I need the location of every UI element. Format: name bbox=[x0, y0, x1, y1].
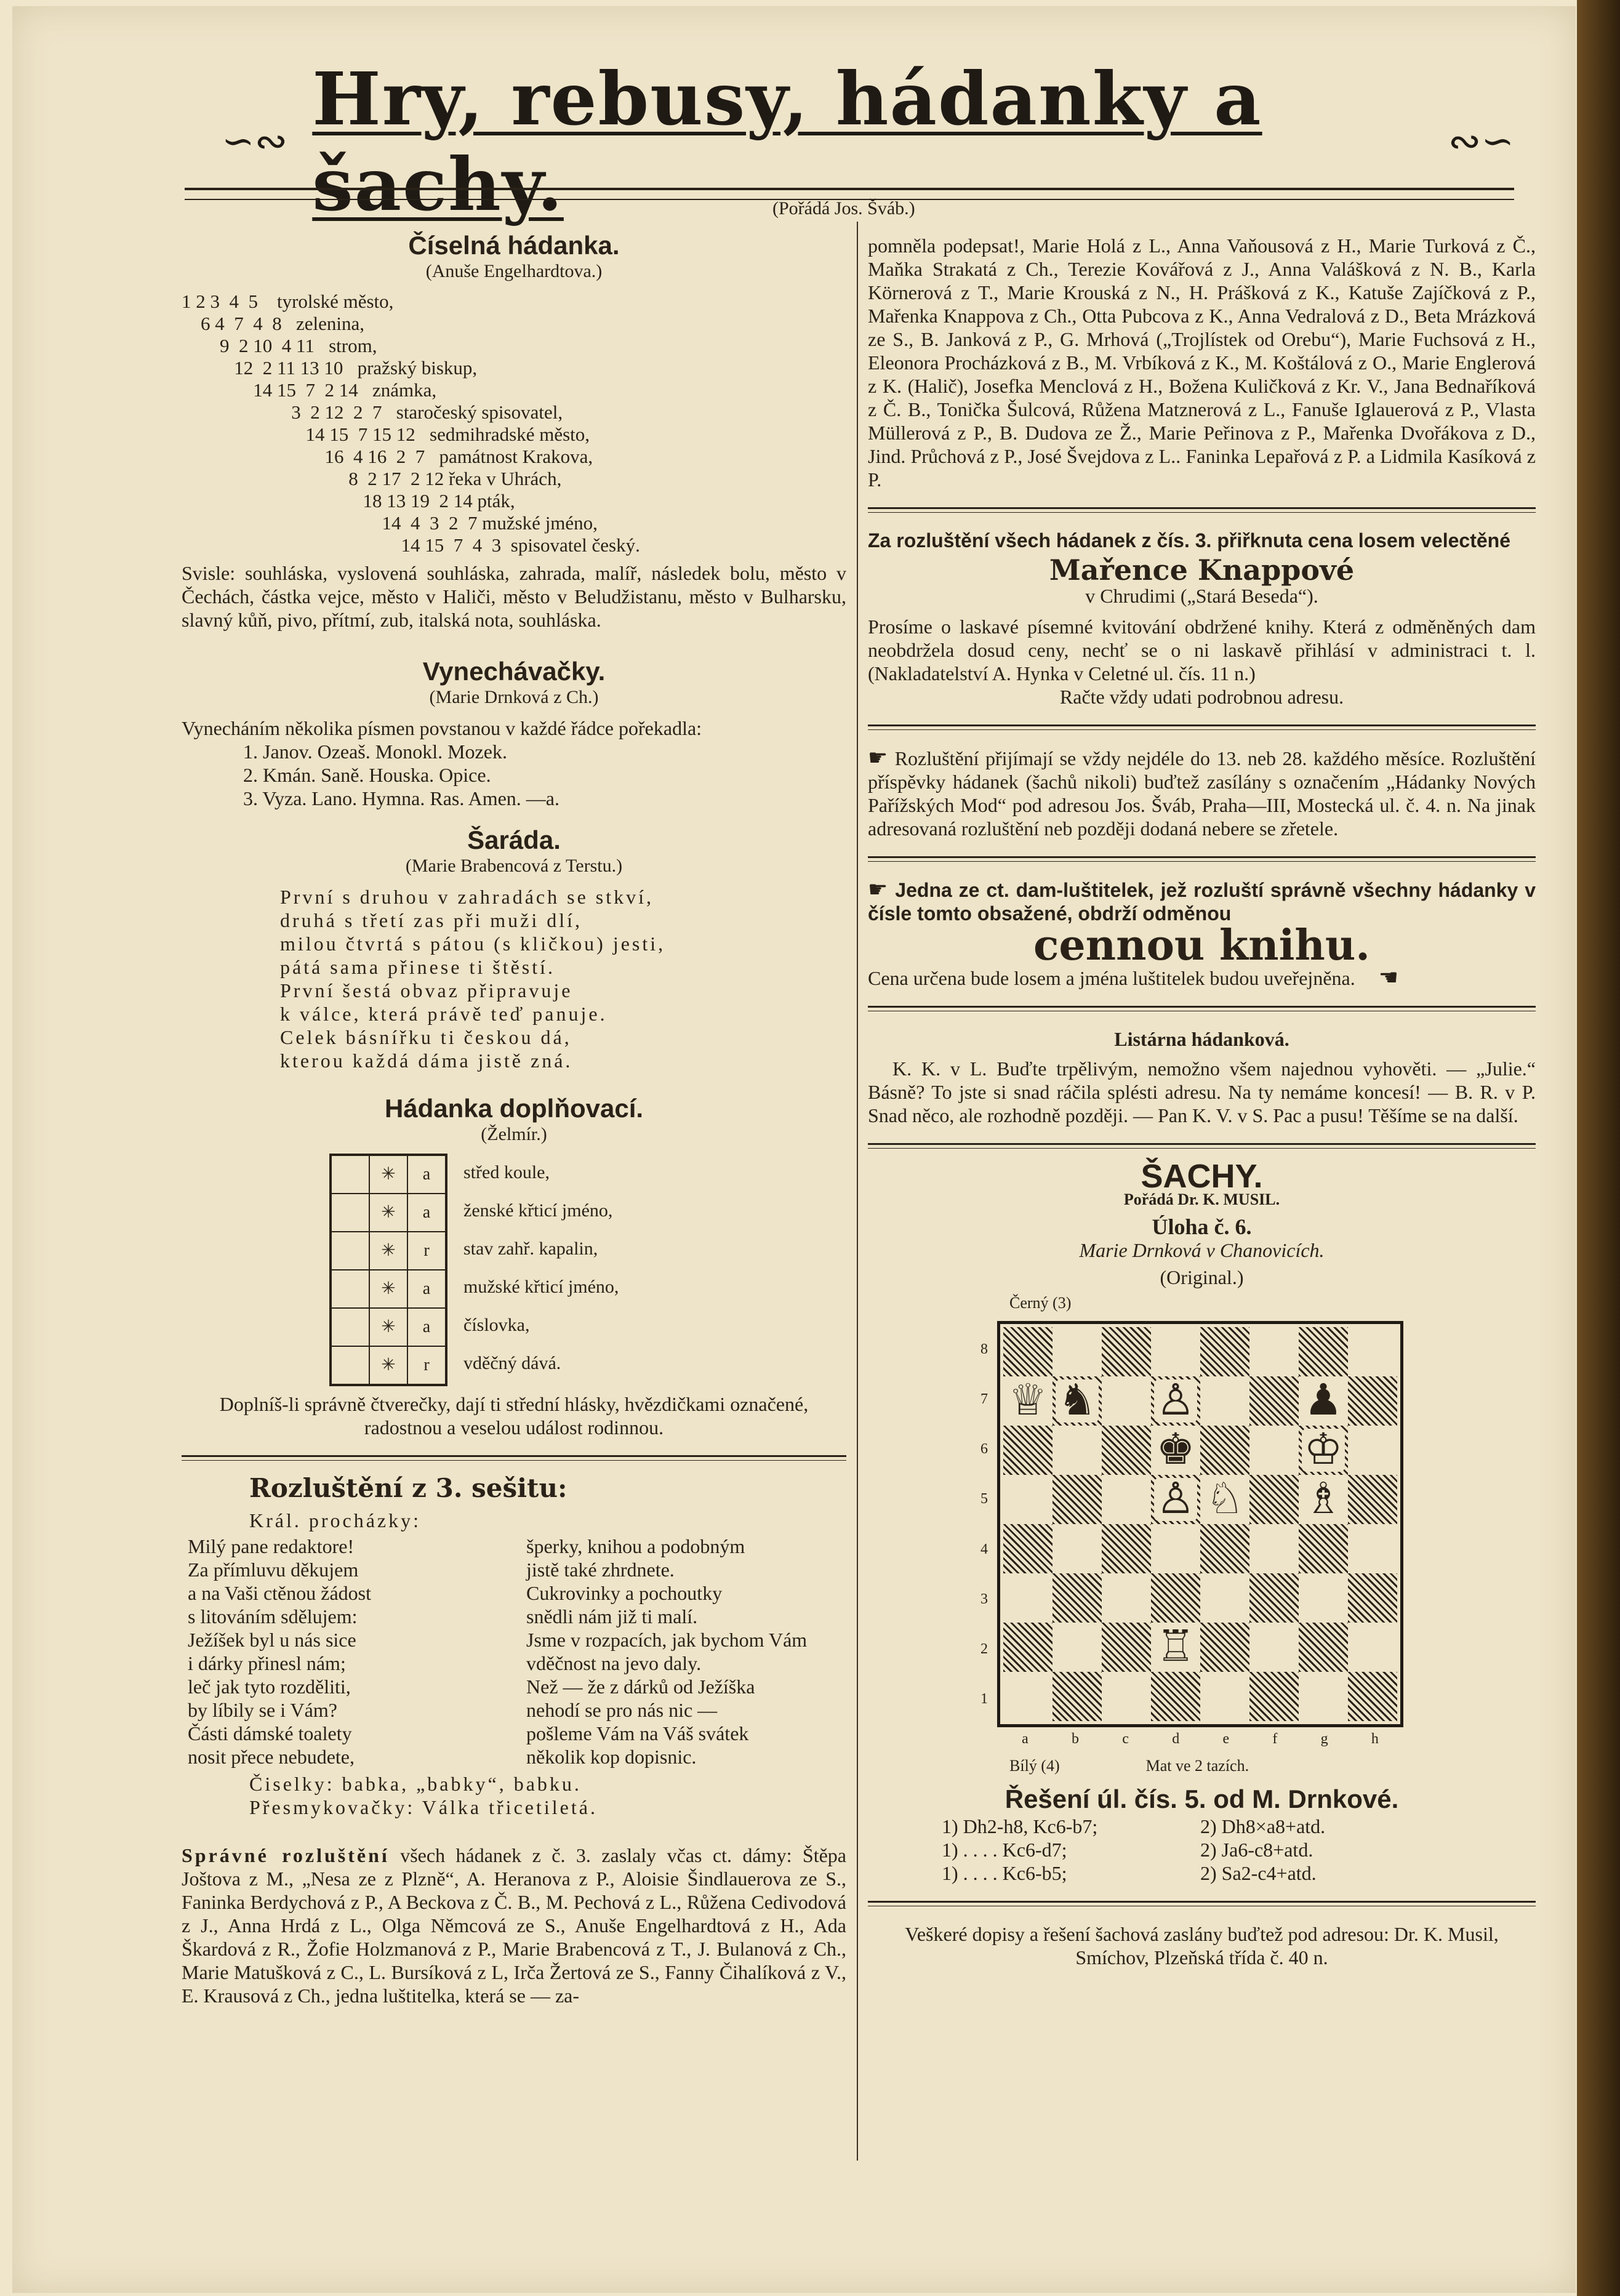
chess-piece-icon: ♟ bbox=[1299, 1376, 1348, 1426]
rank-label: 5 bbox=[980, 1491, 988, 1507]
rozl-title: Rozluštění z 3. sešitu: bbox=[249, 1473, 567, 1503]
spravne-right: pomněla podepsat!, Marie Holá z L., Anna Vaňousová z H., Marie Turková z Č., Maňka Strakatá z Ch., Terezie Kovářová z J., Anna Valášková z N. B., Karla Körnerová z T., Marie Krouská z N., H. Prášková z K., Katuše Zajíčková z P., Mařenka Knappova z Ch., Otta Pubcova z K., Anna Vedralová z D., Beta Mrázková ze S., B. Janková z P., G. Mrhová („Trojlístek od Orebu“), Marie Fuchsová z H., Eleonora Procházková z B., M. Vrbíková z K., M. Koštálová z O., Marie Englerová z K. (Halič), Josefka Menclová z H., Božena Kuličková z Kr. V., Jana Bednaříková z Č. B., Tonička Šulcová, Růžena Matznerová z L., Fanuše Iglauerová z P., Vlasta Müllerová z P., B. Dudova ze Ž., Marie Peřinova z P., Mařenka Dvořákova z D., Jind. Průchová z P., José Švejdova z L.. Faninka Lepařová z P. a Lidmila Kasíková z P. bbox=[868, 235, 1536, 491]
asterisk-icon: ✳ bbox=[370, 1232, 408, 1269]
right-column bbox=[868, 234, 1536, 1969]
right-rule-2 bbox=[868, 725, 1536, 730]
chess-piece-icon: ♙ bbox=[1151, 1376, 1200, 1426]
sachy-uloha: Úloha č. 6. bbox=[1152, 1214, 1252, 1239]
vynech-item: 3. Vyza. Lano. Hymna. Ras. Amen. —a. bbox=[243, 787, 559, 809]
rozl-poem-col1 bbox=[182, 1535, 508, 1768]
reseni-row bbox=[942, 1838, 1536, 1861]
rank-label: 2 bbox=[980, 1641, 988, 1658]
sarada-line: kterou každá dáma jistě zná. bbox=[280, 1050, 573, 1072]
dopln-label: vděčný dává. bbox=[463, 1353, 561, 1373]
reseni-moves bbox=[942, 1815, 1536, 1885]
chess-piece-icon: ♚ bbox=[1151, 1426, 1200, 1475]
sachy-black: Černý (3) bbox=[1009, 1294, 1072, 1312]
ciselna-title: Číselná hádanka. bbox=[408, 231, 620, 260]
board-square-dark bbox=[1249, 1475, 1299, 1524]
poem-line: leč jak tyto rozděliti, bbox=[188, 1676, 351, 1698]
ciselna-svisle: Svisle: souhláska, vyslovená souhláska, zahrada, malíř, následek bolu, město v Čechách, částka vejce, město v Haliči, město v Beludžistanu, město v Bulharsku, slavný kůň, pivo, přítmí, zub, italská nota, souhláska. bbox=[182, 562, 846, 631]
reseni-move: 2) Sa2-c4+atd. bbox=[1200, 1862, 1317, 1884]
dopln-label: střed koule, bbox=[463, 1162, 550, 1182]
poem-line: Za přímluvu děkujem bbox=[188, 1559, 359, 1581]
rank-label: 4 bbox=[980, 1541, 988, 1557]
prize-book: cennou knihu. bbox=[1033, 921, 1370, 970]
cena-text: Prosíme o laskavé písemné kvitování obdržené knihy. Která z odměněných dam neobdržela dosud ceny, nechť se o ni laskavě přihlásí v administraci t. l. (Nakladatelství A. Hynka v Celetné ul. čís. 11 n.) bbox=[868, 616, 1536, 684]
sachy-original: (Original.) bbox=[1160, 1266, 1244, 1288]
rozl-poem bbox=[182, 1535, 846, 1768]
sachy-editor: Pořádá Dr. K. MUSIL. bbox=[1123, 1190, 1280, 1208]
sarada-line: druhá s třetí zas při muži dlí, bbox=[280, 909, 583, 931]
board-square-dark bbox=[1003, 1327, 1053, 1376]
file-label: b bbox=[1072, 1731, 1080, 1747]
reseni-row bbox=[942, 1815, 1536, 1838]
pointing-hand-icon-2: ☛ bbox=[868, 877, 896, 902]
poem-line: Cukrovinky a pochoutky bbox=[526, 1582, 723, 1604]
listarna-text: K. K. v L. Buďte trpělivým, nemožno všem najednou vyhověti. — „Julie.“ Básně? To jste si snad ráčila splésti adresu. Na ty nemáme koncesí! — B. R. v P. Snad něco, ale rozhodně později. — Pan K. V. v S. Pac a pusu! Těšíme se na další. bbox=[868, 1058, 1536, 1126]
board-square-dark bbox=[1102, 1623, 1151, 1672]
poem-line: vděčnost na jevo daly. bbox=[526, 1652, 702, 1674]
cena-name: Mařence Knappové bbox=[1049, 553, 1355, 587]
board-square-dark bbox=[1151, 1672, 1200, 1721]
chess-piece-icon: ♘ bbox=[1200, 1475, 1249, 1524]
sachy-footer: Veškeré dopisy a řešení šachová zaslány buďtež pod adresou: Dr. K. Musil, Smíchov, Plzeňská třída č. 40 n. bbox=[905, 1923, 1499, 1969]
dopln-label: stav zahř. kapalin, bbox=[463, 1238, 598, 1259]
left-column bbox=[182, 231, 847, 2007]
poem-line: a na Vaši ctěnou žádost bbox=[188, 1582, 371, 1604]
reseni-title: Řešení úl. čís. 5. od M. Drnkové. bbox=[1004, 1784, 1399, 1813]
board-square-dark bbox=[1348, 1475, 1397, 1524]
poem-line: i dárky přinesl nám; bbox=[188, 1652, 346, 1674]
cena-last: Račte vždy udati podrobnou adresu. bbox=[1059, 686, 1344, 708]
sarada-line: Celek básnířku ti českou dá, bbox=[280, 1026, 572, 1048]
reseni-move: 1) Dh2-h8, Kc6-b7; bbox=[942, 1815, 1098, 1837]
dopln-letter: r bbox=[423, 1355, 430, 1375]
sachy-author: Marie Drnková v Chanovicích. bbox=[1079, 1239, 1325, 1261]
right-rule-6 bbox=[868, 1901, 1536, 1906]
file-label: d bbox=[1172, 1731, 1180, 1747]
chess-piece-icon: ♖ bbox=[1151, 1623, 1200, 1672]
editor-credit: (Pořádá Jos. Šváb.) bbox=[772, 198, 915, 219]
ciselna-line: 8 2 17 2 12 řeka v Uhrách, bbox=[182, 468, 562, 489]
notice bbox=[868, 746, 1536, 840]
column-divider bbox=[857, 222, 858, 2161]
reseni-move: 2) Dh8×a8+atd. bbox=[1200, 1815, 1326, 1837]
ciselna-line: 14 15 7 2 14 známka, bbox=[182, 379, 437, 401]
board-square-dark bbox=[1348, 1672, 1397, 1721]
rank-label: 6 bbox=[980, 1441, 988, 1458]
board-footer bbox=[1009, 1754, 1536, 1778]
cena-intro: Za rozluštění všech hádanek z čís. 3. přiřknuta cena losem velectěné bbox=[868, 529, 1510, 552]
book-spine bbox=[1577, 0, 1620, 2296]
board-square-dark bbox=[1200, 1524, 1249, 1573]
file-label: a bbox=[1022, 1731, 1029, 1747]
poem-line: šperky, knihou a podobným bbox=[526, 1535, 745, 1557]
dopln-grid bbox=[329, 1154, 447, 1386]
file-label: g bbox=[1320, 1731, 1328, 1747]
dopln-title: Hádanka doplňovací. bbox=[384, 1094, 644, 1123]
dopln-cell bbox=[332, 1232, 370, 1269]
ciselna-line: 1 2 3 4 5 tyrolské město, bbox=[182, 291, 394, 312]
file-label: f bbox=[1272, 1731, 1278, 1747]
file-label: h bbox=[1371, 1731, 1379, 1747]
poem-line: Milý pane redaktore! bbox=[188, 1535, 355, 1557]
rozl-presmyk: Přesmykovačky: Válka třicetiletá. bbox=[249, 1796, 598, 1818]
asterisk-icon: ✳ bbox=[370, 1347, 408, 1384]
chess-piece-icon: ♙ bbox=[1151, 1475, 1200, 1524]
vynech-title: Vynechávačky. bbox=[422, 657, 606, 686]
sarada-title: Šaráda. bbox=[467, 825, 561, 854]
board-square-dark bbox=[1200, 1327, 1249, 1376]
board-square-dark bbox=[1003, 1426, 1053, 1475]
prize-footer-text: Cena určena bude losem a jména luštitelek budou uveřejněna. bbox=[868, 967, 1355, 989]
prize bbox=[868, 878, 1536, 925]
ciselna-line: 14 15 7 4 3 spisovatel český. bbox=[182, 534, 640, 556]
spravne-left-text: všech hádanek z č. 3. zaslaly včas ct. dámy: Štěpa Joštova z M., „Nesa ze z Plzně“, A. Heranova z P., Aloisie Šindlauerova ze S., Faninka Berdychová z P., A Beckova z Č. B., M. Pechová z L., Růžena Cedivodová z J., Anna Hrdá z L., Olga Němcová ze S., Anuše Engelhardtová z H., Ada Škardová z R., Žofie Holzmanová z P., Marie Brabencová z T., J. Bulanová z Ch., Marie Matušková z C., L. Bursíková z L, Irča Žertová ze S., Fanny Čihalíková z V., E. Krausová z Ch., jedna luštitelka, která se — za- bbox=[182, 1844, 847, 2007]
ciselna-author: (Anuše Engelhardtova.) bbox=[425, 261, 603, 281]
sarada-author: (Marie Brabencová z Terstu.) bbox=[405, 856, 623, 876]
ciselna-line: 6 4 7 4 8 zelenina, bbox=[182, 313, 365, 334]
rank-label: 7 bbox=[980, 1391, 988, 1407]
poem-line: Části dámské toalety bbox=[188, 1722, 352, 1744]
ciselna-line: 9 2 10 4 11 strom, bbox=[182, 335, 377, 356]
board-square-dark bbox=[1249, 1376, 1299, 1426]
board-square-dark bbox=[1102, 1327, 1151, 1376]
board-square-dark bbox=[1102, 1524, 1151, 1573]
poem-line: nehodí se pro nás nic — bbox=[526, 1699, 718, 1721]
board-square-dark bbox=[1102, 1426, 1151, 1475]
board-square-dark bbox=[1299, 1623, 1348, 1672]
cena-place: v Chrudimi („Stará Beseda“). bbox=[1085, 585, 1318, 607]
ciselna-line: 3 2 12 2 7 staročeský spisovatel, bbox=[182, 401, 563, 423]
poem-line: Ježíšek byl u nás sice bbox=[188, 1629, 356, 1651]
dopln-label: číslovka, bbox=[463, 1315, 530, 1335]
listarna-title: Listárna hádanková. bbox=[1114, 1028, 1289, 1050]
board-square-dark bbox=[1200, 1426, 1249, 1475]
vynech-author: (Marie Drnková z Ch.) bbox=[429, 687, 599, 707]
dopln-cell bbox=[332, 1156, 370, 1193]
asterisk-icon: ✳ bbox=[370, 1309, 408, 1346]
board-ranks bbox=[980, 1324, 988, 1724]
board-square-dark bbox=[1299, 1327, 1348, 1376]
ciselna-line: 14 4 3 2 7 mužské jméno, bbox=[182, 512, 598, 534]
dopln-row bbox=[332, 1194, 445, 1232]
sachy-white: Bílý (4) bbox=[1009, 1757, 1060, 1775]
dopln-cell bbox=[332, 1309, 370, 1346]
board-square-dark bbox=[1200, 1623, 1249, 1672]
rozl-kral: Král. procházky: bbox=[249, 1509, 422, 1531]
ciselna-line: 12 2 11 13 10 pražský biskup, bbox=[182, 357, 478, 379]
poem-line: snědli nám již ti malí. bbox=[526, 1605, 698, 1628]
dopln-row bbox=[332, 1270, 445, 1309]
vynech-item: 2. Kmán. Saně. Houska. Opice. bbox=[243, 764, 491, 786]
dopln-grid-area bbox=[329, 1154, 846, 1386]
dopln-letter: r bbox=[423, 1241, 430, 1260]
board-square-dark bbox=[1003, 1623, 1053, 1672]
rozl-poem-col2 bbox=[526, 1535, 846, 1768]
page-title: Hry, rebusy, hádanky a šachy. bbox=[312, 56, 1262, 227]
ciselna-lines bbox=[182, 291, 846, 556]
poem-line: Jsme v rozpacích, jak bychom Vám bbox=[526, 1629, 808, 1651]
reseni-row bbox=[942, 1861, 1536, 1885]
right-rule-5 bbox=[868, 1143, 1536, 1149]
dopln-author: (Želmír.) bbox=[481, 1124, 547, 1144]
spravne-lead: Správné rozluštění bbox=[182, 1844, 390, 1866]
sachy-title: ŠACHY. bbox=[1141, 1158, 1263, 1195]
board-square-dark bbox=[1151, 1573, 1200, 1623]
dopln-cell bbox=[332, 1194, 370, 1231]
sarada-line: pátá sama přinese ti štěstí. bbox=[280, 956, 556, 978]
ornament-right-icon: ∾∽ bbox=[1448, 119, 1514, 163]
file-label: e bbox=[1222, 1731, 1230, 1747]
poem-line: Než — že z dárků od Ježíška bbox=[526, 1676, 755, 1698]
dopln-letter: a bbox=[422, 1165, 431, 1184]
chess-piece-icon: ♗ bbox=[1299, 1475, 1348, 1524]
ciselna-line: 18 13 19 2 14 pták, bbox=[182, 490, 515, 512]
sarada-line: První šestá obvaz připravuje bbox=[280, 979, 573, 1001]
left-rule bbox=[182, 1455, 846, 1461]
dopln-row bbox=[332, 1347, 445, 1384]
dopln-letter: a bbox=[422, 1317, 431, 1336]
prize-footer bbox=[868, 966, 1536, 990]
vynech-item: 1. Janov. Ozeaš. Monokl. Mozek. bbox=[243, 741, 507, 763]
dopln-labels bbox=[463, 1154, 619, 1386]
board-square-dark bbox=[1249, 1573, 1299, 1623]
chess-piece-icon: ♕ bbox=[1003, 1376, 1053, 1426]
sarada-line: k válce, která právě teď panuje. bbox=[280, 1003, 608, 1025]
dopln-cell bbox=[332, 1347, 370, 1384]
dopln-row bbox=[332, 1156, 445, 1194]
board-square-dark bbox=[1053, 1573, 1102, 1623]
spravne-left bbox=[182, 1844, 846, 2007]
vynech-intro: Vynecháním několika písmen povstanou v každé řádce pořekadla: bbox=[182, 717, 702, 739]
reseni-move: 1) . . . . Kc6-b5; bbox=[942, 1862, 1067, 1884]
reseni-move: 1) . . . . Kc6-d7; bbox=[942, 1839, 1067, 1861]
prize-text: Jedna ze ct. dam-luštitelek, jež rozluští správně všechny hádanky v čísle tomto obsažené, obdrží odměnou bbox=[868, 879, 1536, 925]
board-files bbox=[1000, 1727, 1400, 1751]
dopln-label: ženské křticí jméno, bbox=[463, 1200, 613, 1221]
ciselna-line: 16 4 16 2 7 památnost Krakova, bbox=[182, 446, 593, 467]
dopln-footer: Doplníš-li správně čtverečky, dají ti střední hlásky, hvězdičkami označené, radostnou a veselou událost rodinnou. bbox=[219, 1393, 809, 1439]
notice-text: Rozluštění přijímají se vždy nejdéle do 13. neb 28. každého měsíce. Rozluštění příspěvky hádanek (šachů nikoli) buďtež zasílány s označením „Hádanky Nových Pařížských Mod“ pod adresou Jos. Šváb, Praha—III, Mostecká ul. č. 4. n. Na jinak adresovaná rozluštění neb později dodaná nebere se zřetele. bbox=[868, 747, 1536, 840]
pointing-hand-icon-3: ☚ bbox=[1378, 965, 1398, 990]
chess-piece-icon: ♔ bbox=[1299, 1426, 1348, 1475]
ornament-left-icon: ∽∾ bbox=[222, 119, 288, 163]
rank-label: 8 bbox=[980, 1341, 988, 1357]
asterisk-icon: ✳ bbox=[370, 1194, 408, 1231]
board-square-dark bbox=[1053, 1672, 1102, 1721]
right-rule-3 bbox=[868, 856, 1536, 862]
asterisk-icon: ✳ bbox=[370, 1270, 408, 1307]
asterisk-icon: ✳ bbox=[370, 1156, 408, 1193]
board-square-dark bbox=[1053, 1475, 1102, 1524]
poem-line: s litováním sdělujem: bbox=[188, 1605, 358, 1628]
right-rule-1 bbox=[868, 507, 1536, 513]
board-square-dark bbox=[1003, 1524, 1053, 1573]
chess-board bbox=[980, 1321, 1403, 1747]
file-label: c bbox=[1122, 1731, 1129, 1747]
board-square-dark bbox=[1348, 1573, 1397, 1623]
sarada-lines bbox=[280, 885, 846, 1072]
sarada-line: První s druhou v zahradách se stkví, bbox=[280, 886, 654, 908]
dopln-letter: a bbox=[422, 1203, 431, 1222]
board-square-dark bbox=[1348, 1376, 1397, 1426]
board-square-dark bbox=[1299, 1524, 1348, 1573]
dopln-label: mužské křticí jméno, bbox=[463, 1277, 619, 1297]
poem-line: by líbily se i Vám? bbox=[188, 1699, 337, 1721]
dopln-row bbox=[332, 1232, 445, 1270]
rank-label: 1 bbox=[980, 1691, 988, 1708]
pointing-hand-icon: ☛ bbox=[868, 745, 895, 770]
poem-line: několik kop dopisnic. bbox=[526, 1746, 697, 1768]
poem-line: pošleme Vám na Váš svátek bbox=[526, 1722, 749, 1744]
rank-label: 3 bbox=[980, 1591, 988, 1607]
sarada-line: milou čtvrtá s pátou (s kličkou) jesti, bbox=[280, 933, 666, 955]
ciselna-line: 14 15 7 15 12 sedmihradské město, bbox=[182, 423, 590, 445]
dopln-cell bbox=[332, 1270, 370, 1307]
poem-line: nosit přece nebudete, bbox=[188, 1746, 355, 1768]
rozl-ciselky: Čiselky: babka, „babky“, babku. bbox=[249, 1773, 582, 1795]
vynech-items bbox=[243, 740, 846, 810]
poem-line: jistě také zhrdnete. bbox=[526, 1559, 675, 1581]
board-square-dark bbox=[1249, 1672, 1299, 1721]
dopln-row bbox=[332, 1309, 445, 1347]
chess-piece-icon: ♞ bbox=[1053, 1376, 1102, 1426]
sachy-mate: Mat ve 2 tazích. bbox=[1145, 1757, 1249, 1775]
reseni-move: 2) Ja6-c8+atd. bbox=[1200, 1839, 1313, 1861]
right-rule-4 bbox=[868, 1006, 1536, 1011]
dopln-letter: a bbox=[422, 1279, 431, 1298]
